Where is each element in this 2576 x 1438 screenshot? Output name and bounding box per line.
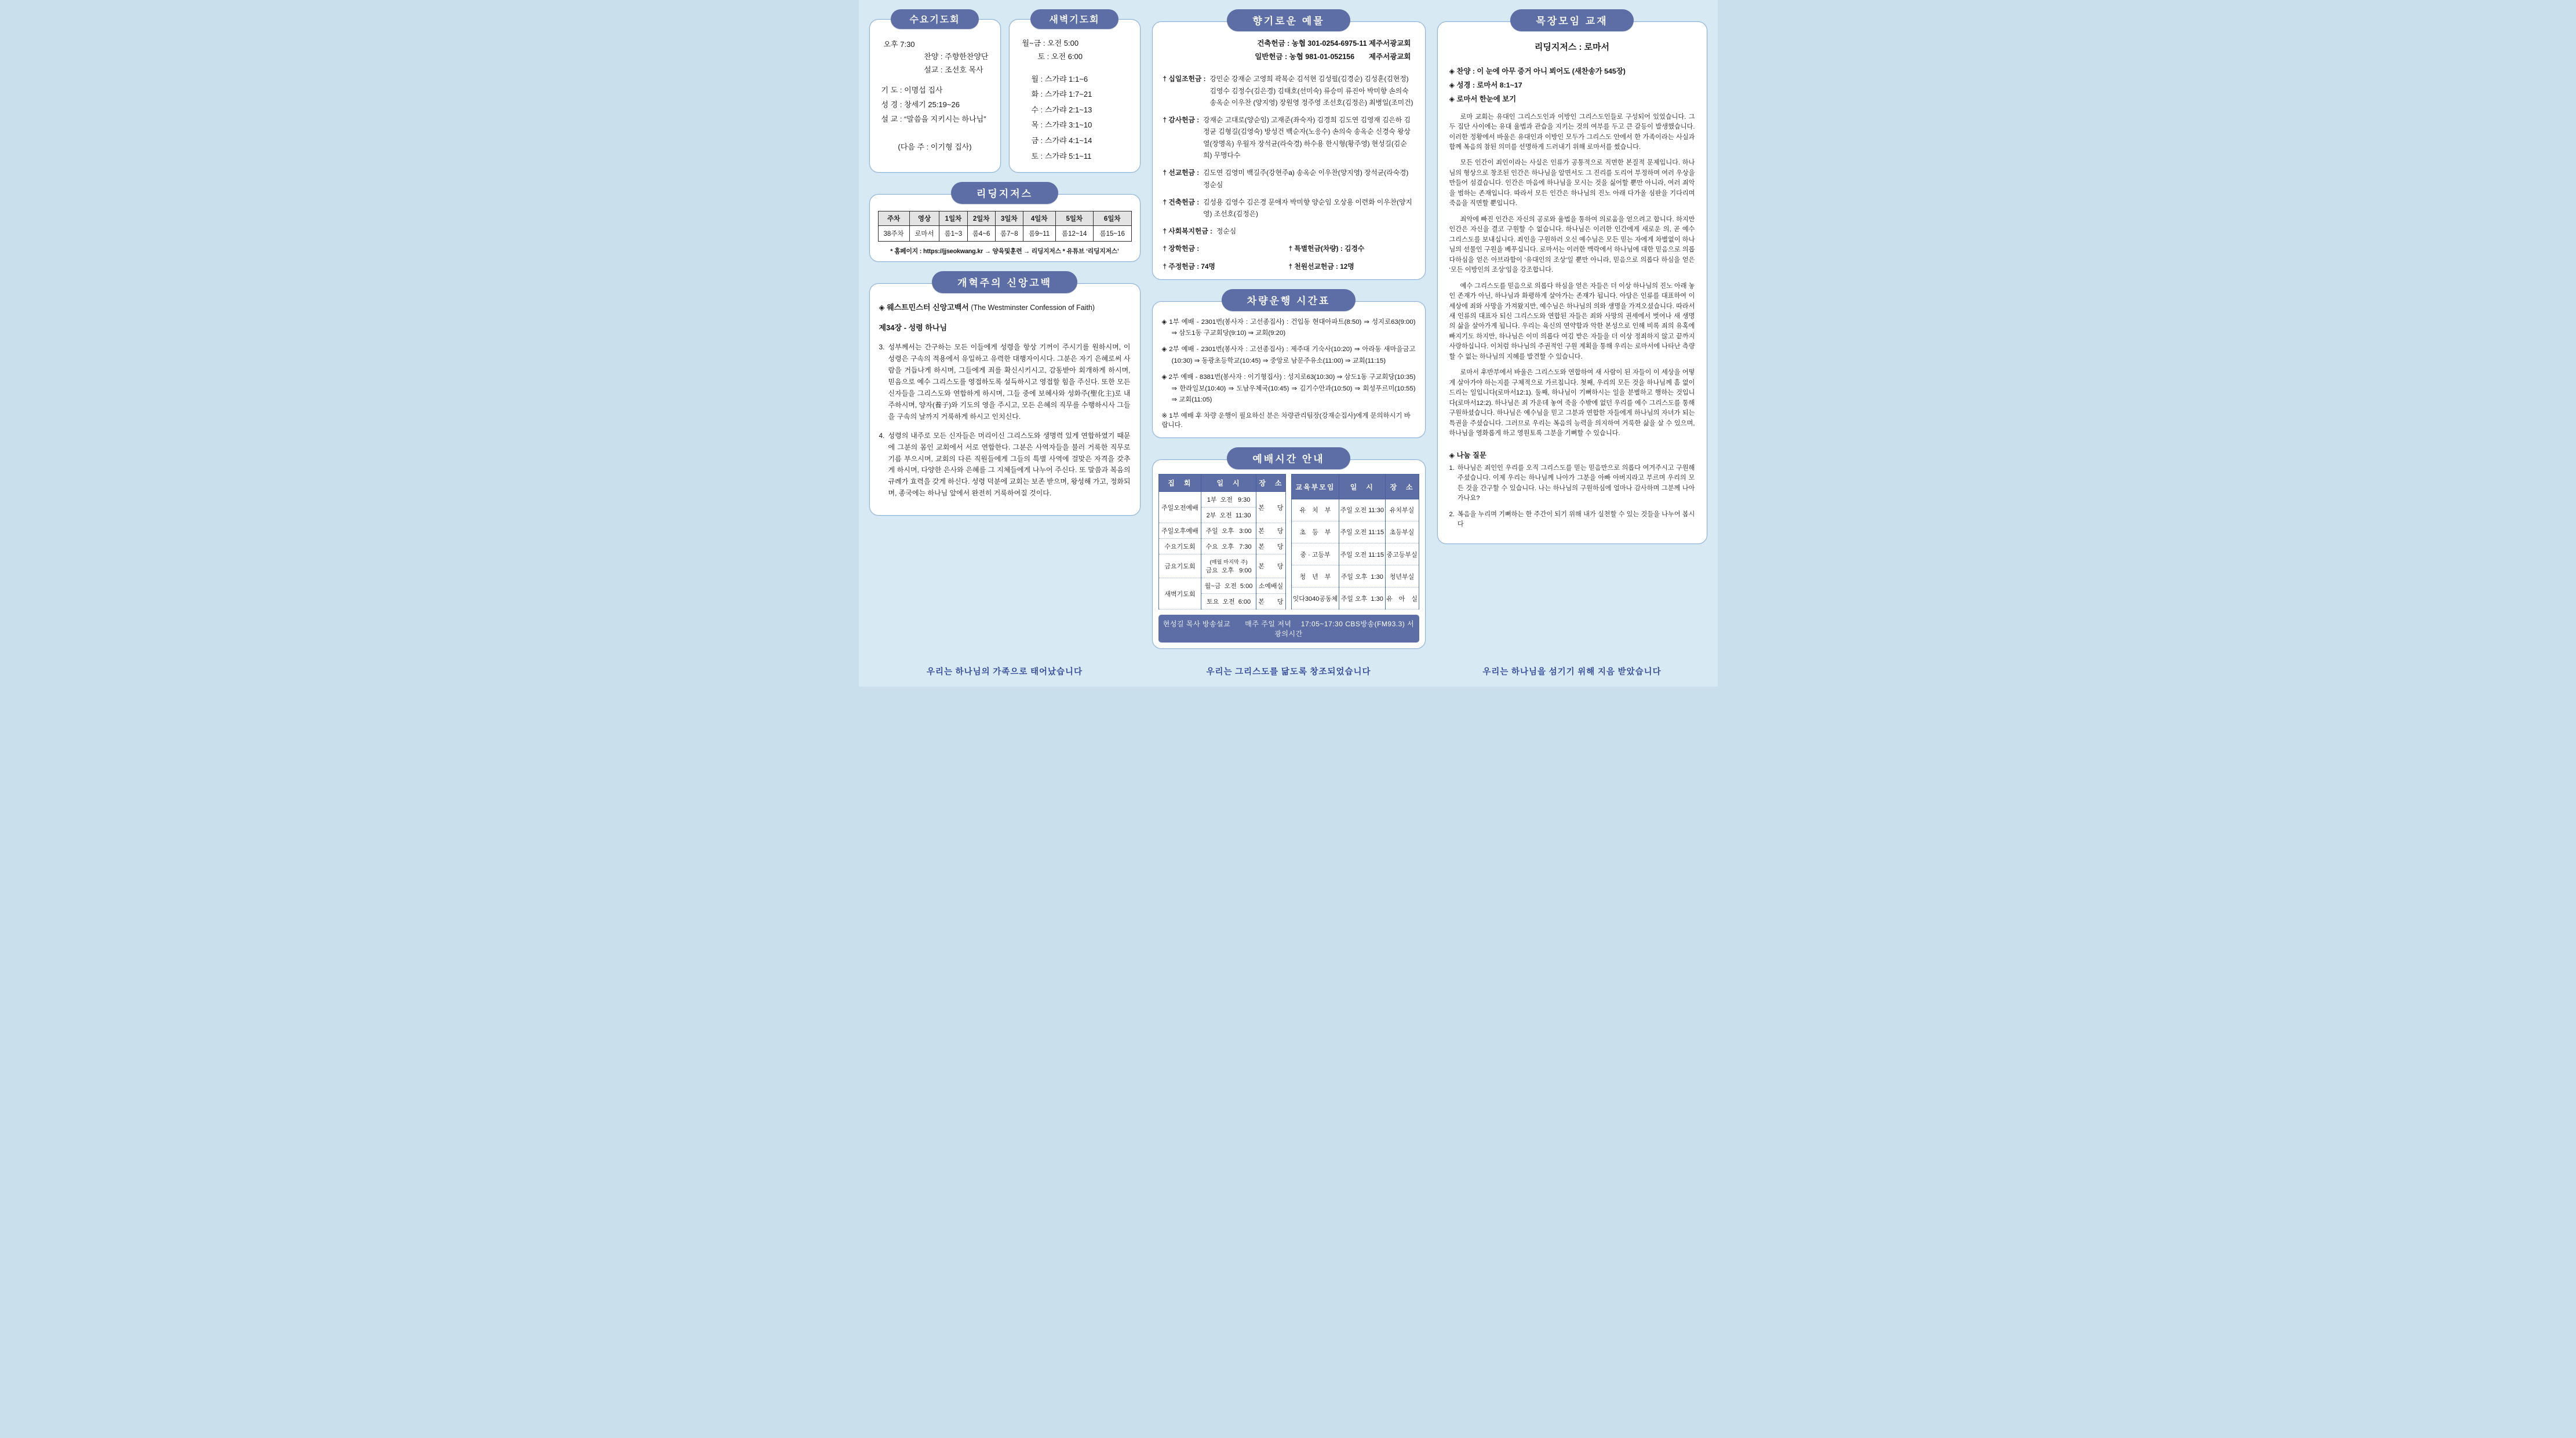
meeting-place: 본 당 bbox=[1256, 523, 1285, 539]
department-place: 유 아 실 bbox=[1385, 587, 1419, 609]
paragraph-text: 성부께서는 간구하는 모든 이들에게 성령을 항상 기꺼이 주시기를 원하시며, 이 성령은 구속의 적용에서 유일하고 유력한 대행자이시다. 그분은 자기 은혜로써 사람을 거듭나게 하시며, 그들에게 죄를 확신시키시고, 감동받아 회개하게 하시며, 믿음으로 예수 그리스도를 영접하도록 설득하시고 영접할 힘을 주신다. 또한 모든 신자들을 그리스도와 연합하게 하시며, 그들 중에 보혜사와 성화주(聖化主)로 내주하시며, 양자(養子)와 기도의 영을 주시고, 모든 은혜의 직무를 수행하시사 그들을 구속의 날까지 거룩하게 하시고 인치신다. bbox=[888, 343, 1131, 421]
department-name: 중 · 고등부 bbox=[1292, 543, 1339, 565]
meeting-place: 소예배실 bbox=[1256, 578, 1285, 594]
dawn-prayer-times bbox=[1022, 37, 1129, 64]
col-department: 교육부모임 bbox=[1292, 475, 1339, 499]
paragraph-number: 4. bbox=[879, 431, 885, 440]
sermon-title-line: 설 교 : “말씀을 지키시는 하나님” bbox=[881, 115, 986, 124]
saturday-time-line: 토 : 오전 6:00 bbox=[1037, 52, 1083, 61]
weekly-offering-line bbox=[1163, 261, 1289, 271]
section-wednesday-prayer bbox=[869, 9, 1001, 173]
meeting-time: 주일 오후 3:00 bbox=[1201, 523, 1256, 539]
meeting-time bbox=[1201, 554, 1256, 578]
col-week: 주차 bbox=[878, 211, 909, 226]
meeting-place: 본 당 bbox=[1256, 539, 1285, 554]
reading-jesus-table bbox=[878, 211, 1132, 242]
service-times-card bbox=[1152, 459, 1426, 649]
weekday-time-line: 월~금 : 오전 5:00 bbox=[1022, 39, 1079, 48]
offerings-summary bbox=[1163, 243, 1415, 271]
left-column bbox=[869, 9, 1141, 680]
middle-column bbox=[1152, 9, 1426, 680]
offering-item-mission bbox=[1163, 167, 1415, 191]
col-datetime: 일 시 bbox=[1201, 475, 1256, 492]
sharing-questions-heading: ◈ 나눔 질문 bbox=[1449, 451, 1486, 459]
reading-line: 월 : 스가랴 1:1~6 bbox=[1031, 74, 1088, 83]
meeting-time: 월~금 오전 5:00 bbox=[1201, 578, 1256, 594]
vehicle-card bbox=[1152, 301, 1426, 439]
offering-label: † 건축헌금 : bbox=[1163, 198, 1200, 206]
meeting-name: 주일오전예배 bbox=[1158, 492, 1201, 523]
section-offerings bbox=[1152, 9, 1426, 280]
meeting-place: 본 당 bbox=[1256, 554, 1285, 578]
dawn-prayer-card bbox=[1009, 19, 1141, 173]
offering-value: 김경수 bbox=[1345, 244, 1365, 253]
offering-label: † 사회복지헌금 : bbox=[1163, 227, 1212, 236]
meeting-name: 금요기도회 bbox=[1158, 554, 1201, 578]
department-time: 주일 오전 11:30 bbox=[1339, 499, 1385, 521]
sharing-question bbox=[1449, 463, 1695, 504]
col-day6: 6일차 bbox=[1093, 211, 1131, 226]
wednesday-prayer-details bbox=[881, 83, 990, 127]
cell-video: 로마서 bbox=[909, 226, 939, 242]
vehicle-title-pill: 차량운행 시간표 bbox=[1222, 289, 1356, 311]
paragraph-text: 성령의 내주로 모든 신자들은 머리이신 그리스도와 생명력 있게 연합하였기 때문에 그분의 몸인 교회에서 서로 연합한다. 그분은 사역자들을 불러 거룩한 직무로 기름 부으시며, 교회의 다른 직원들에게 그들의 특별 사역에 걸맞은 자격을 갖추게 하시며, 다양한 은사와 은혜를 그 지체들에게 나누어 주신다. 또 말씀과 복음의 규례가 효력을 갖게 하신다. 성령 덕분에 교회는 보존 받으며, 왕성해 가고, 정화되며, 종국에는 하나님 앞에서 완전히 거룩하여질 것이다. bbox=[888, 431, 1131, 498]
offerings-summary-right bbox=[1289, 243, 1415, 271]
question-number: 1. bbox=[1449, 464, 1455, 472]
right-column bbox=[1437, 9, 1707, 680]
offering-names: 김도연 김영미 백길주(강현주a) 송옥순 이우찬(양지영) 장석균(라숙경) 정순심 bbox=[1203, 169, 1409, 189]
wednesday-prayer-leaders bbox=[924, 50, 988, 77]
vehicle-route-2: ◈ 2부 예배 - 2301번(봉사자 : 고선종집사) : 제주대 기숙사(10:20) ⇒ 아라동 새마을금고(10:30) ⇒ 동광초등학교(10:45) ⇒ 중앙로 남문주유소(11:00) ⇒ 교회(11:15) bbox=[1161, 346, 1416, 364]
offering-accounts bbox=[1163, 37, 1411, 64]
wednesday-prayer-time: 오후 7:30 bbox=[883, 40, 915, 49]
scripture-bullet-line: ◈ 성경 : 로마서 8:1~17 bbox=[1449, 81, 1522, 90]
department-place: 초등부실 bbox=[1385, 521, 1419, 543]
wednesday-prayer-card bbox=[869, 19, 1001, 173]
department-place: 유치부실 bbox=[1385, 499, 1419, 521]
study-paragraph: 로마 교회는 유대인 그리스도인과 이방인 그리스도인들로 구성되어 있었습니다. 그 두 집단 사이에는 유대 율법과 관습을 지키는 것의 여부를 두고 큰 갈등이 발생했습니다. 이러한 정황에서 바울은 유대인과 이방인 모두가 그리스도 안에서 한 가족이라는 사실과 함께 복음의 참된 의미를 선명하게 드러내기 위해 로마서를 썼습니다. bbox=[1449, 113, 1695, 151]
cell-day3: 롬7~8 bbox=[995, 226, 1023, 242]
dawn-prayer-title-pill: 새벽기도회 bbox=[1030, 9, 1118, 29]
department-time: 주일 오후 1:30 bbox=[1339, 565, 1385, 587]
table-row bbox=[1158, 578, 1286, 594]
table-header-row bbox=[1292, 475, 1419, 499]
worship-times-table bbox=[1158, 474, 1287, 609]
study-paragraph: 예수 그리스도를 믿음으로 의롭다 하심을 얻은 자들은 더 이상 하나님의 진노 아래 놓인 존재가 아닌, 하나님과 화평하게 살아가는 존재가 됩니다. 아담은 인류를 대표하여 이 세상에 죄와 사망을 가져왔지만, 예수님은 하나님의 의와 생명을 가져오셨습니다. 따라서 새 인류의 대표자 되신 그리스도와 연합된 자들은 죄와 사망의 권세에서 벗어나 새 생명의 삶을 살아가게 됩니다. 우리는 육신의 연약함과 악한 본성으로 인해 비록 죄의 유혹에 빠지기도 하지만, 하나님은 이미 의롭다 여김 받은 자들을 더 이상 정죄하지 않고 끝까지 사랑하십니다. 이처럼 하나님의 주권적인 구원 계획을 통해 우리는 로마서에 나타난 측량할 수 없는 하나님의 지혜를 발견할 수 있습니다. bbox=[1449, 282, 1695, 360]
department-time: 주일 오전 11:15 bbox=[1339, 543, 1385, 565]
right-footer-motto: 우리는 하나님을 섬기기 위해 지음 받았습니다 bbox=[1482, 667, 1662, 677]
meeting-name: 주일오후예배 bbox=[1158, 523, 1201, 539]
question-number: 2. bbox=[1449, 510, 1455, 518]
reading-line: 화 : 스가랴 1:7~21 bbox=[1031, 90, 1092, 99]
department-name: 청 년 부 bbox=[1292, 565, 1339, 587]
table-row bbox=[1158, 492, 1286, 508]
col-place: 장 소 bbox=[1256, 475, 1285, 492]
confession-heading-en: (The Westminster Confession of Faith) bbox=[971, 304, 1095, 312]
sharing-question bbox=[1449, 510, 1695, 530]
offering-names: 강재순 고대로(양순임) 고재준(좌숙자) 김경희 김도연 김영재 김은하 김정균 김형길(김영숙) 방성건 백순자(노응수) 손의숙 송옥순 신경숙 왕상열(장명옥) 우월자 장석균(라숙경) 하수용 한시형(황주영) 현성길(김순희) 무명다수 bbox=[1203, 116, 1411, 159]
confession-heading-ko: ◈ 웨스트민스터 신앙고백서 bbox=[879, 303, 969, 312]
col-day4: 4일차 bbox=[1023, 211, 1055, 226]
dawn-prayer-readings bbox=[1032, 72, 1129, 165]
praise-line: 찬양 : 주향한찬양단 bbox=[924, 52, 989, 61]
meeting-place: 본 당 bbox=[1256, 492, 1285, 523]
col-place: 장 소 bbox=[1385, 475, 1419, 499]
service-times-title-pill: 예배시간 안내 bbox=[1227, 447, 1350, 469]
confession-paragraph bbox=[879, 430, 1131, 499]
department-time: 주일 오전 11:15 bbox=[1339, 521, 1385, 543]
offering-label: † 특별헌금(차량) : bbox=[1288, 244, 1343, 253]
offering-names: 강민순 강재순 고영희 곽복순 김석현 김성필(김경순) 김성훈(김현정) 김영수 김정수(김은경) 김태호(선미숙) 류승미 류진아 박미향 손의숙 송옥순 이우찬 (양지영) 장원영 정주영 조선호(김정은) 최병일(조미건) bbox=[1209, 75, 1413, 107]
offering-label: † 선교헌금 : bbox=[1163, 169, 1200, 177]
vehicle-route-3: ◈ 2부 예배 - 8381번(봉사자 : 이기형집사) : 성지로63(10:30) ⇒ 삼도1동 구교회당(10:35) ⇒ 한라일보(10:40) ⇒ 도남우체국(10:45) ⇒ 김기수안과(10:50) ⇒ 회성푸르미(10:55) ⇒ 교회(11:05) bbox=[1161, 374, 1416, 403]
cell-group-card bbox=[1437, 21, 1707, 544]
meeting-time: 토요 오전 6:00 bbox=[1201, 594, 1256, 609]
cell-group-subtitle: 리딩지저스 : 로마서 bbox=[1534, 42, 1610, 52]
meeting-time: 2부 오전 11:30 bbox=[1201, 508, 1256, 523]
confession-heading bbox=[879, 301, 1131, 312]
confession-card bbox=[869, 283, 1141, 516]
study-paragraph: 모든 인간이 죄인이라는 사실은 인류가 공통적으로 직면한 본질적 문제입니다. 하나님의 형상으로 창조된 인간은 하나님을 알면서도 그 진리를 도리어 부정하며 여러 우상을 만들어 섬겼습니다. 인간은 마음에 하나님을 모시는 것을 싫어할 뿐만 아니라, 여러 죄악을 범하는 존재입니다. 따라서 모든 인간은 하나님의 진노 아래 다가올 심판을 기다리며 죽음을 직면할 뿐입니다. bbox=[1449, 159, 1695, 207]
meeting-time-main: 금요 오후 9:00 bbox=[1205, 567, 1252, 575]
table-header-row bbox=[1158, 475, 1286, 492]
col-datetime: 일 시 bbox=[1339, 475, 1385, 499]
vehicle-route-1: ◈ 1부 예배 - 2301번(봉사자 : 고선종집사) : 건입동 현대아파트(8:50) ⇒ 성지로63(9:00) ⇒ 삼도1동 구교회당(9:10) ⇒ 교회(9:20) bbox=[1161, 318, 1416, 337]
table-row bbox=[1158, 554, 1286, 578]
thousand-mission-line bbox=[1289, 261, 1415, 271]
cell-week: 38주차 bbox=[878, 226, 909, 242]
offering-item-tithe bbox=[1163, 73, 1415, 108]
scripture-line: 성 경 : 창세기 25:19~26 bbox=[881, 100, 960, 109]
study-paragraph: 죄악에 빠진 인간은 자신의 공로와 율법을 통하여 의로움을 얻으려고 합니다. 하지만 인간은 자신을 결코 구원할 수 없습니다. 하나님은 이러한 인간에게 새로운 의, 곧 예수 그리스도를 보내십니다. 죄인을 구원하러 오신 예수님은 모든 믿는 자에게 차별없이 하나님의 선물인 구원을 베푸십니다. 로마서는 이러한 맥락에서 하나님에 대한 믿음으로 의롭다하심을 얻은 아브라함이 ‘유대인의 조상’일 뿐만 아니라, 믿음으로 의롭다 하심을 얻은 ‘모든 이방인의 조상’임을 강조합니다. bbox=[1449, 216, 1695, 274]
offering-item-welfare bbox=[1163, 225, 1415, 237]
table-row bbox=[1292, 521, 1419, 543]
reading-line: 토 : 스가랴 5:1~11 bbox=[1031, 151, 1092, 160]
department-place: 청년부실 bbox=[1385, 565, 1419, 587]
paragraph-number: 3. bbox=[879, 343, 885, 352]
offering-item-building bbox=[1163, 196, 1415, 220]
cell-day5: 롬12~14 bbox=[1055, 226, 1093, 242]
department-place: 중고등부실 bbox=[1385, 543, 1419, 565]
praise-bullet-line: ◈ 찬양 : 이 눈에 아무 증거 아니 뵈어도 (새찬송가 545장) bbox=[1449, 67, 1626, 75]
table-row bbox=[1292, 499, 1419, 521]
special-offering-line bbox=[1289, 243, 1415, 253]
offering-value: 74명 bbox=[1201, 262, 1215, 271]
section-confession bbox=[869, 271, 1141, 516]
reading-line: 금 : 스가랴 4:1~14 bbox=[1031, 136, 1092, 145]
overview-bullet-line: ◈ 로마서 한눈에 보기 bbox=[1449, 95, 1517, 104]
offerings-summary-left bbox=[1163, 243, 1289, 271]
meeting-place: 본 당 bbox=[1256, 594, 1285, 609]
reading-line: 목 : 스가랴 3:1~10 bbox=[1031, 121, 1092, 130]
department-name: 초 등 부 bbox=[1292, 521, 1339, 543]
section-reading-jesus bbox=[869, 182, 1141, 262]
meeting-name: 새벽기도회 bbox=[1158, 578, 1201, 609]
prayer-cards-row bbox=[869, 9, 1141, 173]
offering-value: 12명 bbox=[1340, 262, 1354, 271]
section-dawn-prayer bbox=[1009, 9, 1141, 173]
building-account-line: 건축헌금 : 농협 301-0254-6975-11 제주서광교회 bbox=[1257, 39, 1411, 48]
department-name: 유 치 부 bbox=[1292, 499, 1339, 521]
col-day3: 3일차 bbox=[995, 211, 1023, 226]
cell-day4: 롬9~11 bbox=[1023, 226, 1055, 242]
offering-label: † 주정헌금 : bbox=[1163, 262, 1200, 271]
cell-day6: 롬15~16 bbox=[1093, 226, 1131, 242]
reading-jesus-card bbox=[869, 194, 1141, 262]
col-day5: 5일차 bbox=[1055, 211, 1093, 226]
table-row bbox=[1292, 543, 1419, 565]
next-week-line: (다음 주 : 이기형 집사) bbox=[898, 142, 972, 151]
confession-title-pill: 개혁주의 신앙고백 bbox=[932, 271, 1077, 293]
question-text: 하나님은 죄인인 우리를 오직 그리스도를 믿는 믿음만으로 의롭다 여겨주시고 구원해 주셨습니다. 이제 우리는 하나님께 나아가 그분을 아빠 아버지라고 부르며 우리의 모든 것을 간구할 수 있습니다. 나는 하나님의 구원하심에 얼마나 감사하며 그분께 나아가나요? bbox=[1457, 464, 1695, 502]
offering-label: † 감사헌금 : bbox=[1163, 116, 1200, 125]
wednesday-prayer-title-pill: 수요기도회 bbox=[891, 9, 978, 29]
section-service-times bbox=[1152, 447, 1426, 649]
confession-paragraph bbox=[879, 342, 1131, 422]
scholarship-offering-line bbox=[1163, 243, 1289, 253]
vehicle-note: ※ 1부 예배 후 차량 운행이 필요하신 분은 차량관리팀장(강재순집사)에게 문의하시기 바랍니다. bbox=[1161, 413, 1411, 429]
confession-chapter: 제34장 - 성령 하나님 bbox=[879, 323, 948, 333]
table-row bbox=[1158, 523, 1286, 539]
table-row bbox=[1292, 565, 1419, 587]
offering-label: † 십일조헌금 : bbox=[1163, 75, 1206, 83]
table-header-row bbox=[878, 211, 1131, 226]
col-meeting: 집 회 bbox=[1158, 475, 1201, 492]
offerings-title-pill: 향기로운 예물 bbox=[1227, 9, 1350, 31]
section-cell-group bbox=[1437, 9, 1707, 544]
col-day1: 1일차 bbox=[939, 211, 967, 226]
general-account-line: 일반헌금 : 농협 981-01-052156 제주서광교회 bbox=[1255, 53, 1411, 61]
table-row bbox=[878, 226, 1131, 242]
table-row bbox=[1292, 587, 1419, 609]
section-vehicle-schedule bbox=[1152, 289, 1426, 439]
cell-group-title-pill: 목장모임 교재 bbox=[1510, 9, 1633, 31]
offering-item-thanks bbox=[1163, 114, 1415, 161]
reading-line: 수 : 스가랴 2:1~13 bbox=[1031, 105, 1092, 114]
offering-label: † 장학헌금 : bbox=[1163, 244, 1200, 253]
department-name: 잇다3040공동체 bbox=[1292, 587, 1339, 609]
meeting-time: 수요 오후 7:30 bbox=[1201, 539, 1256, 554]
offerings-card bbox=[1152, 21, 1426, 280]
offering-names: 김성용 김영수 김은경 문애자 박미향 양순임 오상용 이련화 이우찬(양지영) 조선호(김정은) bbox=[1203, 198, 1412, 218]
department-time: 주일 오후 1:30 bbox=[1339, 587, 1385, 609]
meeting-time-note: (매월 마지막 주) bbox=[1209, 559, 1248, 565]
broadcast-info-bar: 현성길 목사 방송설교 매주 주일 저녁 17:05~17:30 CBS방송(FM93.3) 서광의시간 bbox=[1158, 615, 1419, 643]
middle-footer-motto: 우리는 그리스도를 닮도록 창조되었습니다 bbox=[1206, 667, 1371, 677]
table-row bbox=[1158, 539, 1286, 554]
cell-day1: 롬1~3 bbox=[939, 226, 967, 242]
left-footer-motto: 우리는 하나님의 가족으로 태어났습니다 bbox=[927, 667, 1083, 677]
meeting-time: 1부 오전 9:30 bbox=[1201, 492, 1256, 508]
reading-jesus-note: * 홈페이지 : https://jjseokwang.kr → 양육및훈련 → 리딩지저스 * 유튜브 ‘리딩지저스’ bbox=[890, 248, 1119, 256]
sermon-line: 설교 : 조선호 목사 bbox=[924, 65, 983, 74]
cell-day2: 롬4~6 bbox=[967, 226, 995, 242]
service-times-tables bbox=[1158, 474, 1419, 609]
bulletin-page bbox=[859, 0, 1718, 687]
prayer-leader-line: 기 도 : 이명섭 집사 bbox=[881, 85, 943, 94]
offering-label: † 천원선교헌금 : bbox=[1288, 262, 1338, 271]
col-day2: 2일차 bbox=[967, 211, 995, 226]
col-video: 영상 bbox=[909, 211, 939, 226]
study-paragraph: 로마서 후반부에서 바울은 그리스도와 연합하여 새 사람이 된 자들이 이 세상을 어떻게 살아가야 하는지를 구체적으로 가르칩니다. 첫째, 우리의 모든 것을 하나님께 흠 없이 드리는 일입니다(로마서12:1). 둘째, 하나님이 기뻐하시는 일을 분별하고 행하는 것입니다(로마서12:2). 하나님은 죄 가운데 놓여 죽을 수밖에 없던 우리를 예수 그리스도를 통해 구원하셨습니다. 하나님은 예수님을 믿고 그분과 연합한 자들에게 하나님의 자녀가 되는 특권을 주셨습니다. 그러므로 우리는 복음의 능력을 의지하여 거룩한 삶을 살 수 있으며, 하나님을 영화롭게 하고 영원토록 그분을 기뻐할 수 있습니다. bbox=[1449, 369, 1695, 437]
meeting-name: 수요기도회 bbox=[1158, 539, 1201, 554]
education-times-table bbox=[1291, 474, 1419, 609]
question-text: 복음을 누리며 기뻐하는 한 주간이 되기 위해 내가 실천할 수 있는 것들을 나누어 봅시다 bbox=[1457, 510, 1695, 528]
offering-names: 정순심 bbox=[1216, 227, 1237, 236]
reading-jesus-title-pill: 리딩지저스 bbox=[951, 182, 1058, 204]
